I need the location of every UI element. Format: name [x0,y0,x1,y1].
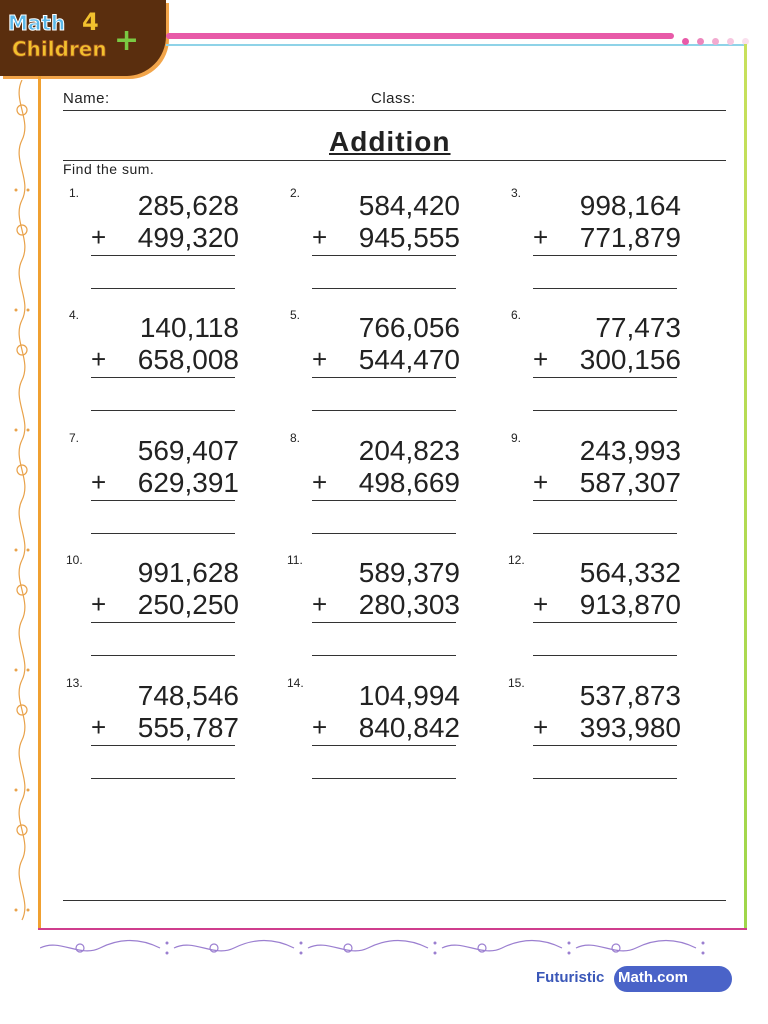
site-logo [0,0,166,76]
problem-number: 1. [69,186,80,200]
sum-line [312,255,456,256]
instruction-text: Find the sum. [63,161,155,177]
problem-item [69,308,269,418]
sum-line [312,745,456,746]
sum-line [533,377,677,378]
addend-top: 569,407 [137,435,239,466]
plus-sign: + [91,589,107,619]
plus-sign: + [533,467,549,497]
plus-sign: + [312,712,328,742]
addend-bottom: 499,320 [137,222,239,253]
title-divider [63,160,726,161]
problem-number: 2. [290,186,301,200]
problem-item [290,308,490,418]
addend-bottom: 250,250 [137,589,239,620]
addend-bottom: 771,879 [579,222,681,253]
plus-sign: + [312,467,328,497]
problem-item [511,186,711,296]
brand-text-b: Math.com [618,969,689,986]
brand-text-a: Futuristic [536,969,605,986]
addend-top: 204,823 [358,435,460,466]
addend-bottom: 913,870 [579,589,681,620]
sum-line [312,377,456,378]
ornament-icon [40,938,740,958]
ornament-icon [8,80,36,940]
plus-sign: + [533,222,549,252]
sum-line [91,622,235,623]
problem-item [511,431,711,541]
class-label: Class: [371,90,416,107]
addend-bottom: 587,307 [579,467,681,498]
plus-sign: + [312,589,328,619]
page-title: Addition [329,126,451,157]
plus-sign: + [312,344,328,374]
sum-line [533,622,677,623]
plus-sign: + [312,222,328,252]
problem-item [511,308,711,418]
addend-top: 537,873 [579,680,681,711]
answer-line [533,410,677,411]
bottom-border [38,928,747,930]
sum-line [91,377,235,378]
answer-line [91,533,235,534]
problem-item [66,676,266,786]
plus-sign: + [533,712,549,742]
problem-number: 4. [69,308,80,322]
sum-line [533,255,677,256]
addend-bottom: 498,669 [358,467,460,498]
answer-line [91,288,235,289]
problem-number: 6. [511,308,522,322]
problem-number: 5. [290,308,301,322]
problem-item [508,553,708,663]
problem-item [290,186,490,296]
right-border [744,44,747,930]
logo-art-icon [0,0,166,76]
footer-divider [63,900,726,901]
answer-line [312,778,456,779]
plus-sign: + [91,222,107,252]
addend-top: 285,628 [137,190,239,221]
addend-top: 998,164 [579,190,681,221]
addend-bottom: 280,303 [358,589,460,620]
sum-line [91,745,235,746]
problem-item [508,676,708,786]
problem-number: 10. [66,553,83,567]
answer-line [533,533,677,534]
answer-line [533,288,677,289]
problem-item [69,186,269,296]
answer-line [312,655,456,656]
problem-number: 9. [511,431,522,445]
sum-line [312,622,456,623]
sum-line [312,500,456,501]
answer-line [91,778,235,779]
addend-top: 564,332 [579,557,681,588]
problem-item [66,553,266,663]
addend-top: 140,118 [139,312,239,343]
plus-sign: + [533,589,549,619]
left-border [38,76,41,930]
addend-bottom: 658,008 [137,344,239,375]
answer-line [91,655,235,656]
addend-top: 766,056 [358,312,460,343]
addend-bottom: 393,980 [579,712,681,743]
answer-line [533,655,677,656]
addend-top: 589,379 [358,557,460,588]
logo-line2: Children [12,37,107,61]
addend-bottom: 300,156 [579,344,681,375]
student-info-row [63,88,726,111]
addend-top: 748,546 [137,680,239,711]
problem-number: 8. [290,431,301,445]
plus-sign: + [91,467,107,497]
plus-sign: + [533,344,549,374]
answer-line [312,410,456,411]
addend-bottom: 945,555 [358,222,460,253]
problem-number: 3. [511,186,522,200]
plus-sign: + [91,344,107,374]
problem-number: 11. [287,553,303,567]
answer-line [312,533,456,534]
name-label: Name: [63,90,110,107]
addend-top: 991,628 [137,557,239,588]
problem-item [287,553,487,663]
sum-line [533,745,677,746]
problem-number: 7. [69,431,80,445]
answer-line [533,778,677,779]
addend-bottom: 555,787 [137,712,239,743]
addend-top: 243,993 [579,435,681,466]
sum-line [533,500,677,501]
logo-badge: 4 [82,8,99,36]
addend-top: 77,473 [595,312,681,343]
sum-line [91,500,235,501]
sum-line [91,255,235,256]
plus-sign: + [91,712,107,742]
problem-number: 13. [66,676,83,690]
addend-bottom: 629,391 [137,467,239,498]
addend-bottom: 544,470 [358,344,460,375]
top-decor-line [166,44,744,46]
problem-number: 12. [508,553,525,567]
answer-line [312,288,456,289]
problem-item [69,431,269,541]
problem-item [290,431,490,541]
problem-number: 14. [287,676,304,690]
logo-line1: Math [8,11,66,35]
problem-number: 15. [508,676,525,690]
answer-line [91,410,235,411]
addend-bottom: 840,842 [358,712,460,743]
addend-top: 584,420 [358,190,460,221]
addend-top: 104,994 [358,680,460,711]
problem-item [287,676,487,786]
top-decor-bar [166,33,674,39]
logo-plus: + [114,23,140,58]
